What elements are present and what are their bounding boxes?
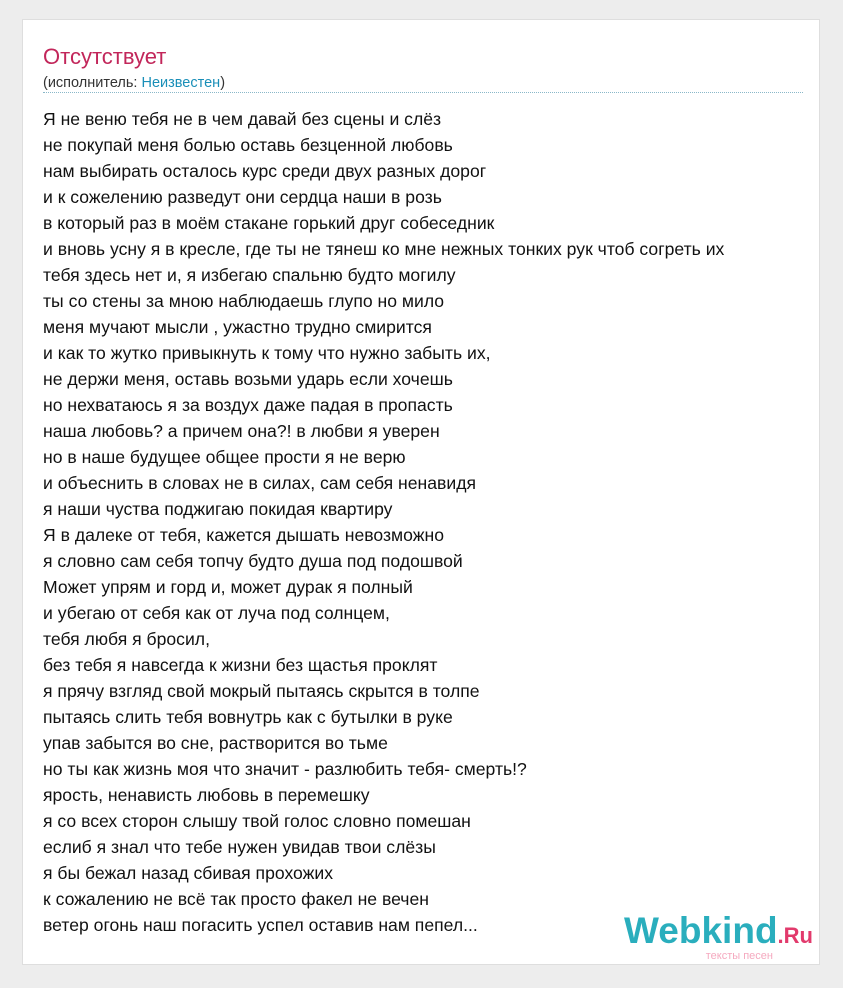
lyric-line: ярость, ненависть любовь в перемешку xyxy=(43,785,370,805)
lyric-line: без тебя я навсегда к жизни без щастья проклят xyxy=(43,655,438,675)
lyric-line: наша любовь? а причем она?! в любви я уверен xyxy=(43,421,440,441)
lyrics-text xyxy=(43,106,724,938)
logo-main-text: Webkind xyxy=(624,910,778,951)
logo-suffix: .Ru xyxy=(777,923,813,948)
lyric-line: я прячу взгляд свой мокрый пытаясь скрытся в толпе xyxy=(43,681,480,701)
lyric-line: я со всех сторон слышу твой голос словно помешан xyxy=(43,811,471,831)
lyric-line: и вновь усну я в кресле, где ты не тянеш ко мне нежных тонких рук чтоб согреть их xyxy=(43,239,725,259)
lyric-line: еслиб я знал что тебе нужен увидав твои слёзы xyxy=(43,837,436,857)
lyric-line: не держи меня, оставь возьми ударь если хочешь xyxy=(43,369,453,389)
artist-prefix: (исполнитель: xyxy=(43,75,142,91)
lyric-line: и объеснить в словах не в силах, сам себя ненавидя xyxy=(43,473,477,493)
lyric-line: но в наше будущее общее прости я не верю xyxy=(43,447,406,467)
lyric-line: но ты как жизнь моя что значит - разлюбить тебя- смерть!? xyxy=(43,759,527,779)
lyric-line: к сожалению не всё так просто факел не вечен xyxy=(43,889,429,909)
lyric-line: упав забытся во сне, растворится во тьме xyxy=(43,733,388,753)
title-divider xyxy=(43,92,803,93)
lyric-line: я словно сам себя топчу будто душа под подошвой xyxy=(43,551,463,571)
lyric-line: не покупай меня болью оставь безценной любовь xyxy=(43,135,453,155)
lyric-line: ты со стены за мною наблюдаешь глупо но мило xyxy=(43,291,445,311)
lyric-line: но нехватаюсь я за воздух даже падая в пропасть xyxy=(43,395,453,415)
lyric-line: Я в далеке от тебя, кажется дышать невозможно xyxy=(43,525,444,545)
lyric-line: Может упрям и горд и, может дурак я полный xyxy=(43,577,413,597)
logo-tagline: тексты песен xyxy=(705,950,773,962)
lyric-line: я наши чуства поджигаю покидая квартиру xyxy=(43,499,393,519)
lyric-line: Я не веню тебя не в чем давай без сцены и слёз xyxy=(43,109,442,129)
artist-link[interactable]: Неизвестен xyxy=(141,75,221,91)
lyric-line: и как то жутко привыкнуть к тому что нужно забыть их, xyxy=(43,343,491,363)
lyric-line: я бы бежал назад сбивая прохожих xyxy=(43,863,334,883)
lyric-line: пытаясь слить тебя вовнутрь как с бутылки в руке xyxy=(43,707,453,727)
song-title: Отсутствует xyxy=(43,44,167,69)
artist-suffix: ) xyxy=(220,75,226,91)
artist-line xyxy=(43,74,225,92)
site-logo[interactable] xyxy=(624,911,813,962)
lyric-line: тебя здесь нет и, я избегаю спальню будто могилу xyxy=(43,265,456,285)
lyric-line: ветер огонь наш погасить успел оставив нам пепел... xyxy=(43,915,478,935)
lyric-line: и к сожелению разведут они сердца наши в розь xyxy=(43,187,442,207)
lyric-line: в который раз в моём стакане горький друг собеседник xyxy=(43,213,495,233)
lyric-line: тебя любя я бросил, xyxy=(43,629,210,649)
lyrics-card xyxy=(22,19,820,965)
lyric-line: и убегаю от себя как от луча под солнцем, xyxy=(43,603,390,623)
lyric-line: меня мучают мысли , ужастно трудно смирится xyxy=(43,317,432,337)
lyric-line: нам выбирать осталось курс среди двух разных дорог xyxy=(43,161,487,181)
